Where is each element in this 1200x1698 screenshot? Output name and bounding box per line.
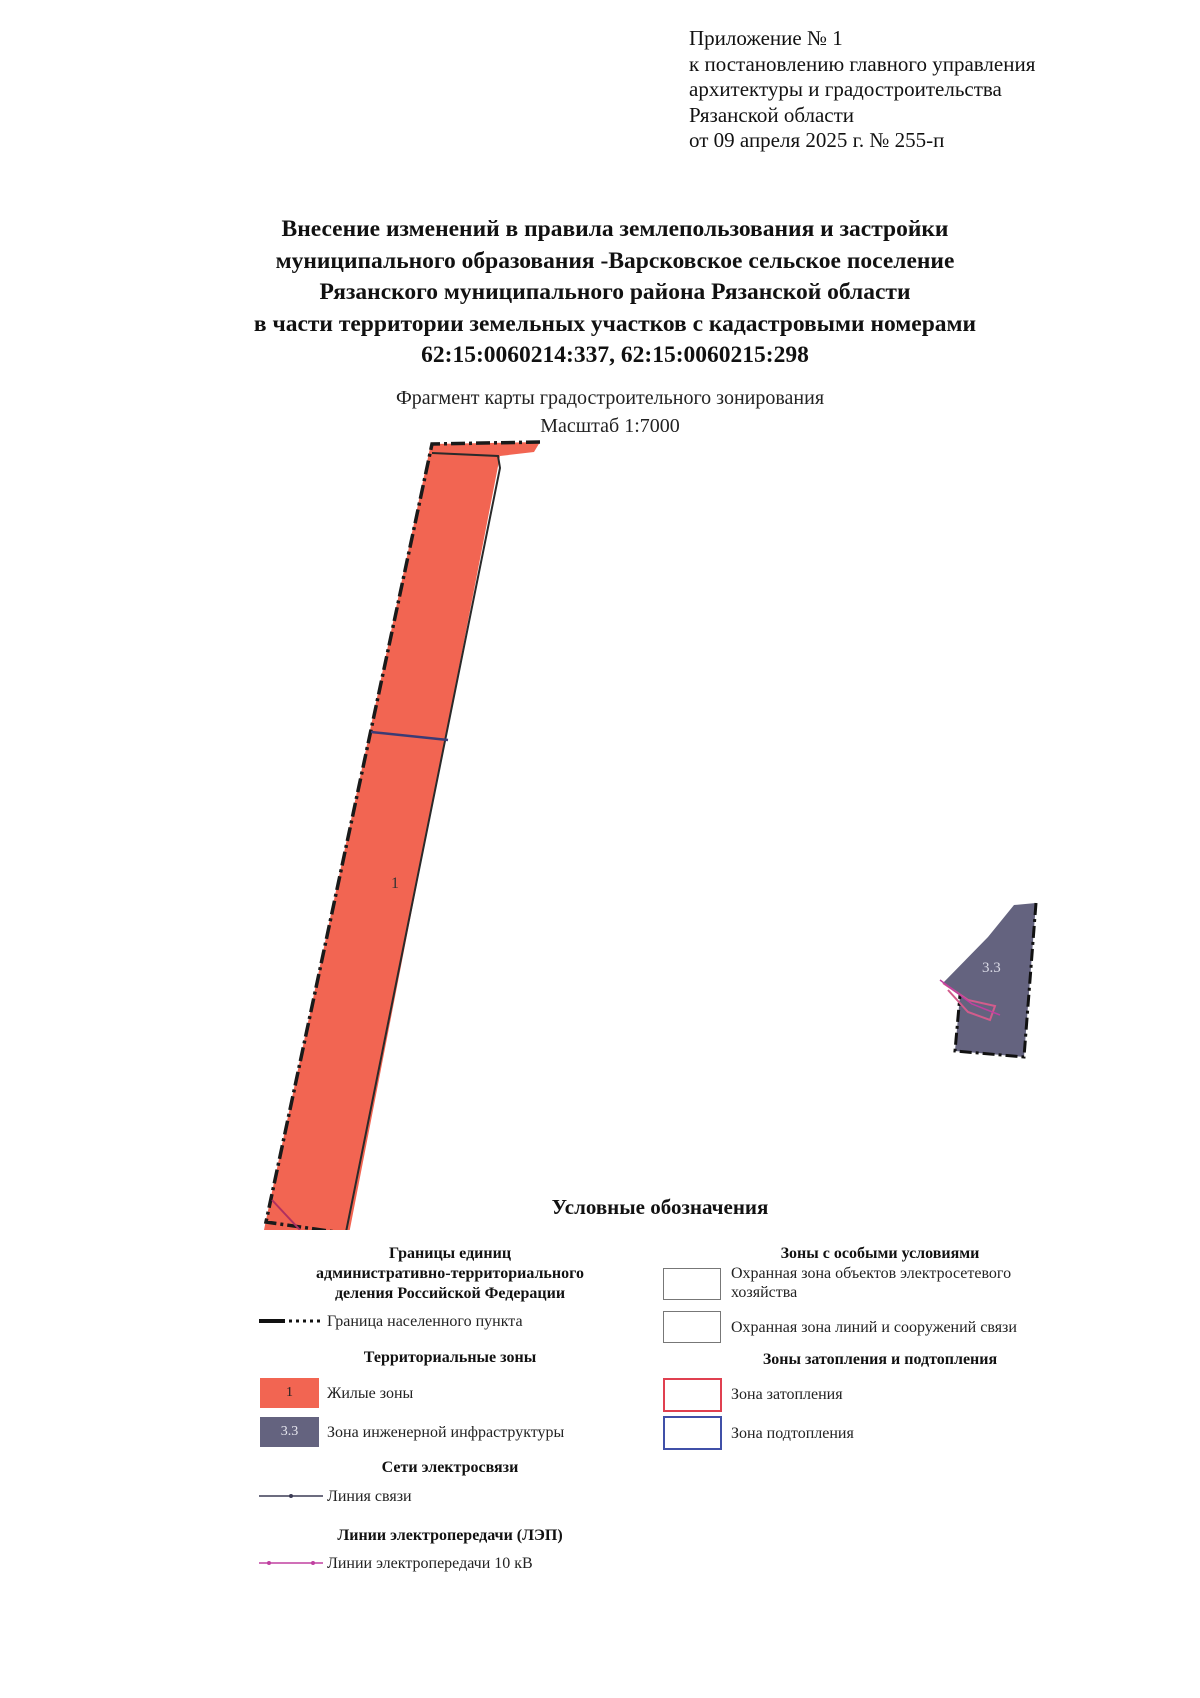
legend-engineering: Зона инженерной инфраструктуры: [327, 1424, 565, 1441]
residential-zone-polygon: [264, 442, 540, 1230]
title-line-3: Рязанского муниципального района Рязанской области: [319, 279, 911, 305]
legend-telecom-line: Линия связи: [327, 1488, 412, 1505]
title-line-5: 62:15:0060214:337, 62:15:0060215:298: [421, 342, 809, 368]
document-title: [150, 214, 1080, 372]
legend-title: Условные обозначения: [551, 1195, 769, 1219]
legend-residential: Жилые зоны: [327, 1385, 414, 1402]
legend-telecom-header: Сети электросвязи: [381, 1459, 519, 1476]
appendix-line-4: Рязанской области: [689, 102, 855, 127]
legend-power-header: Линии электропередачи (ЛЭП): [337, 1527, 563, 1544]
legend-electric-zone: [731, 1264, 1011, 1302]
title-line-4: в части территории земельных участков с кадастровыми номерами: [253, 310, 977, 337]
legend-admin-header: [260, 1244, 640, 1304]
telecom-line-symbol: [259, 1492, 323, 1500]
zoning-map: [0, 440, 1200, 1230]
engineering-swatch-code: 3.3: [280, 1424, 299, 1439]
appendix-line-2: к постановлению главного управления: [689, 51, 1036, 76]
underflood-zone-swatch: [663, 1416, 722, 1450]
legend-admin-header-line: административно-территориального: [316, 1265, 584, 1282]
appendix-line-1: Приложение № 1: [689, 26, 843, 50]
legend-power-line: Линии электропередачи 10 кВ: [327, 1555, 533, 1572]
legend-special-header: Зоны с особыми условиями: [780, 1245, 980, 1262]
engineering-swatch: [260, 1417, 319, 1447]
settlement-boundary-symbol: [259, 1316, 323, 1326]
flood-zone-swatch: [663, 1378, 722, 1412]
legend-admin-header-line: деления Российской Федерации: [334, 1285, 566, 1302]
engineering-zone-label: 3.3: [982, 960, 1001, 976]
legend-electric-zone-line: хозяйства: [731, 1284, 798, 1301]
appendix-line-3: архитектуры и градостроительства: [689, 77, 1002, 101]
legend-comm-zone: Охранная зона линий и сооружений связи: [731, 1319, 1017, 1336]
residential-swatch: [260, 1378, 319, 1408]
appendix-line-5: от 09 апреля 2025 г. № 255-п: [689, 128, 945, 152]
map-scale: Масштаб 1:7000: [540, 415, 680, 437]
comm-zone-swatch: [663, 1311, 721, 1343]
map-fragment-caption: Фрагмент карты градостроительного зонирования: [395, 387, 825, 409]
legend-electric-zone-line: Охранная зона объектов электросетевого: [731, 1265, 1012, 1282]
map-subtitle: [300, 384, 920, 440]
title-line-2: муниципального образования -Варсковское сельское поселение: [275, 247, 955, 274]
appendix-block: [689, 26, 1169, 154]
power-line-symbol: [259, 1559, 323, 1567]
legend-flood-header: Зоны затопления и подтопления: [762, 1351, 998, 1368]
legend-flood-zone: Зона затопления: [731, 1386, 843, 1403]
residential-zone-label: 1: [391, 875, 399, 892]
legend-admin-header-line: Границы единиц: [388, 1245, 512, 1262]
electric-zone-swatch: [663, 1268, 721, 1300]
residential-swatch-code: 1: [286, 1385, 293, 1400]
title-line-1: Внесение изменений в правила землепользования и застройки: [281, 216, 949, 242]
legend-settlement-boundary: Граница населенного пункта: [327, 1313, 523, 1330]
legend-territorial-header: Территориальные зоны: [363, 1349, 537, 1366]
legend-underflood-zone: Зона подтопления: [731, 1425, 854, 1442]
